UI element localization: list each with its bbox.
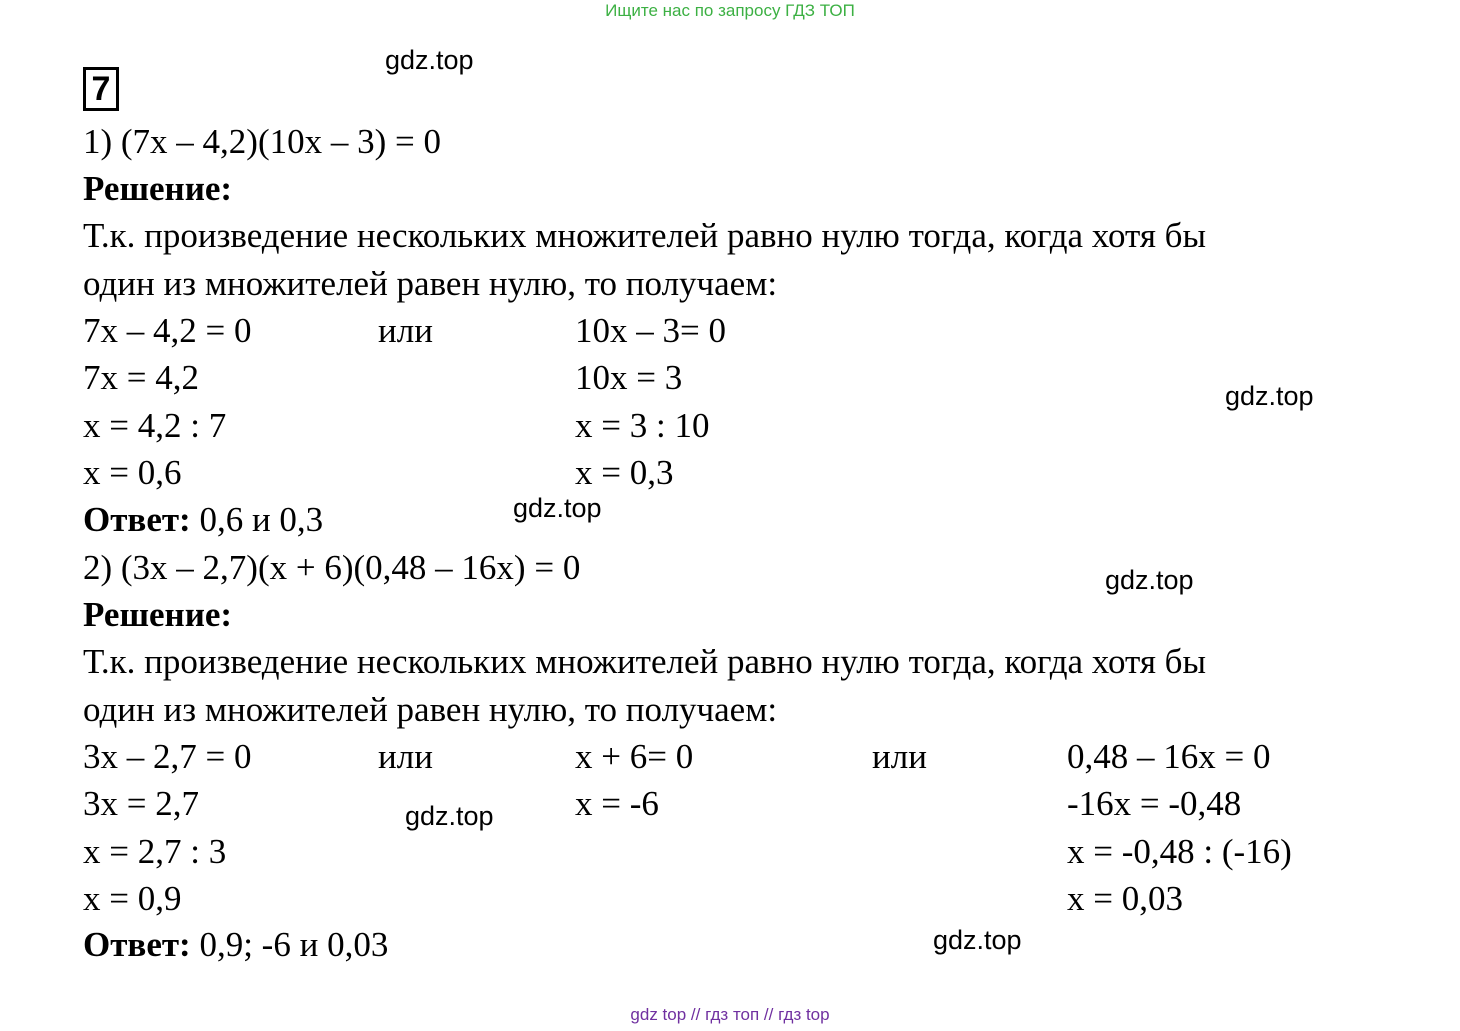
watermark: gdz.top	[513, 493, 602, 523]
watermark: gdz.top	[385, 45, 474, 75]
task-number: 7	[83, 67, 119, 111]
problem-2-step: x + 6= 0	[575, 737, 694, 776]
problem-2-step: 3x – 2,7 = 0	[83, 737, 252, 776]
problem-2-step: 0,48 – 16x = 0	[1067, 737, 1271, 776]
problem-1-answer-value: 0,6 и 0,3	[190, 500, 324, 539]
problem-2-step: x = -0,48 : (-16)	[1067, 832, 1292, 871]
problem-2-or: или	[378, 737, 433, 776]
problem-2-step: x = -6	[575, 784, 659, 823]
footer-links: gdz top // гдз топ // гдз top	[630, 1005, 830, 1024]
problem-2-explanation-line-1: Т.к. произведение нескольких множителей равно нулю тогда, когда хотя бы	[83, 642, 1207, 681]
problem-2-answer	[83, 925, 388, 965]
problem-2-solution-label: Решение:	[83, 595, 233, 634]
problem-2-or: или	[872, 737, 927, 776]
problem-1-step: x = 4,2 : 7	[83, 406, 227, 445]
problem-2-equation: 2) (3x – 2,7)(x + 6)(0,48 – 16x) = 0	[83, 548, 581, 587]
problem-1-step: x = 3 : 10	[575, 406, 710, 445]
problem-1-or: или	[378, 311, 433, 350]
problem-1-solution-label: Решение:	[83, 169, 233, 208]
watermark: gdz.top	[933, 925, 1022, 955]
problem-2-step: 3x = 2,7	[83, 784, 199, 823]
watermark: gdz.top	[1105, 565, 1194, 595]
problem-1-step: 7x – 4,2 = 0	[83, 311, 252, 350]
problem-1-step: 10x = 3	[575, 358, 683, 397]
problem-1-answer	[83, 500, 323, 540]
problem-1-step: 10x – 3= 0	[575, 311, 726, 350]
problem-1-step: x = 0,6	[83, 453, 182, 492]
problem-2-step: -16x = -0,48	[1067, 784, 1242, 823]
problem-1-equation: 1) (7x – 4,2)(10x – 3) = 0	[83, 122, 442, 161]
problem-1-answer-label: Ответ:	[83, 500, 191, 539]
problem-2-step: x = 0,9	[83, 879, 182, 918]
problem-2-answer-value: 0,9; -6 и 0,03	[190, 925, 389, 964]
watermark: gdz.top	[1225, 381, 1314, 411]
problem-2-answer-label: Ответ:	[83, 925, 191, 964]
problem-1-step: x = 0,3	[575, 453, 674, 492]
watermark: gdz.top	[405, 801, 494, 831]
problem-1-explanation-line-1: Т.к. произведение нескольких множителей равно нулю тогда, когда хотя бы	[83, 216, 1207, 255]
top-banner: Ищите нас по запросу ГДЗ ТОП	[605, 1, 855, 20]
problem-2-step: x = 2,7 : 3	[83, 832, 227, 871]
problem-2-explanation-line-2: один из множителей равен нулю, то получаем:	[83, 690, 778, 729]
problem-1-explanation-line-2: один из множителей равен нулю, то получаем:	[83, 264, 778, 303]
problem-1-step: 7x = 4,2	[83, 358, 199, 397]
problem-2-step: x = 0,03	[1067, 879, 1183, 918]
